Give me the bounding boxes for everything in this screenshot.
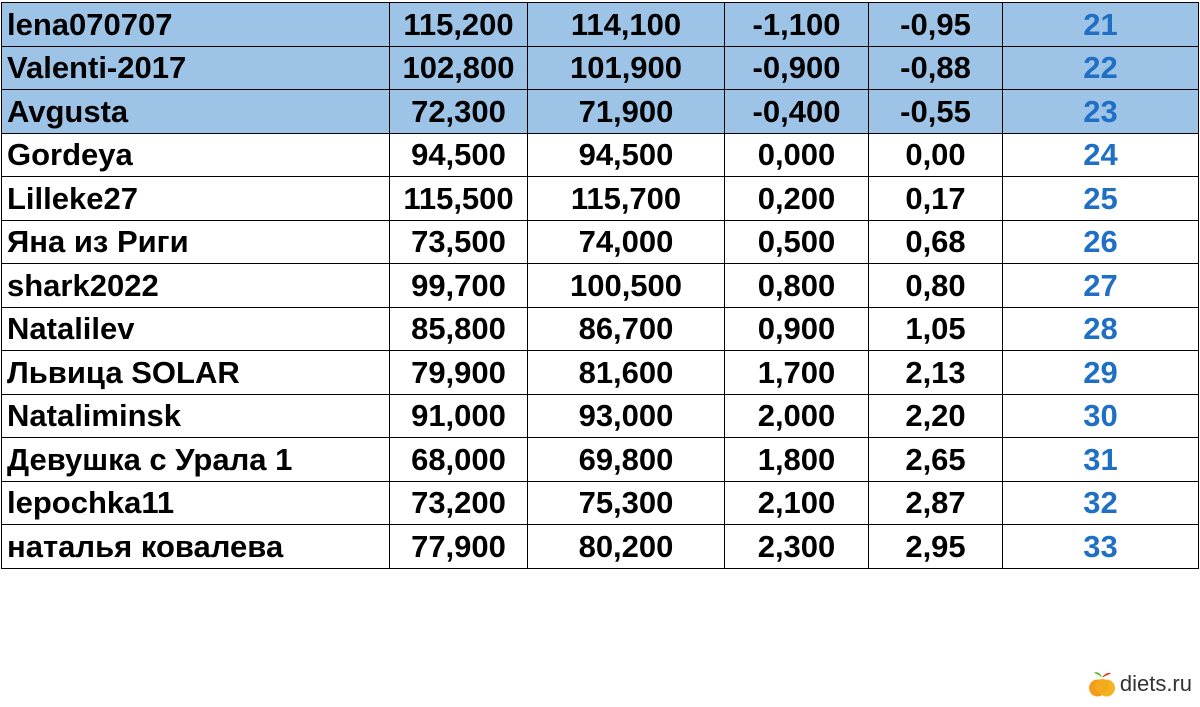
cell-percent: 0,17: [869, 177, 1003, 221]
cell-start-weight: 68,000: [390, 438, 528, 482]
cell-difference: 1,700: [725, 351, 869, 395]
cell-start-weight: 102,800: [390, 46, 528, 90]
cell-name: Девушка с Урала 1: [2, 438, 390, 482]
table-row: [2, 438, 1199, 482]
table-row: [2, 220, 1199, 264]
cell-current-weight: 114,100: [528, 3, 725, 47]
cell-name: Львица SOLAR: [2, 351, 390, 395]
table-row: [2, 481, 1199, 525]
table-row: [2, 351, 1199, 395]
cell-percent: 2,87: [869, 481, 1003, 525]
cell-percent: 2,65: [869, 438, 1003, 482]
cell-difference: 0,800: [725, 264, 869, 308]
table-row: [2, 46, 1199, 90]
cell-name: Nataliminsk: [2, 394, 390, 438]
cell-start-weight: 115,200: [390, 3, 528, 47]
cell-percent: 2,20: [869, 394, 1003, 438]
cell-start-weight: 94,500: [390, 133, 528, 177]
cell-difference: 0,500: [725, 220, 869, 264]
cell-rank: 32: [1003, 481, 1199, 525]
cell-current-weight: 86,700: [528, 307, 725, 351]
cell-rank: 27: [1003, 264, 1199, 308]
cell-current-weight: 101,900: [528, 46, 725, 90]
table-row: [2, 525, 1199, 569]
cell-percent: 0,68: [869, 220, 1003, 264]
cell-difference: -1,100: [725, 3, 869, 47]
cell-difference: -0,900: [725, 46, 869, 90]
cell-percent: 2,95: [869, 525, 1003, 569]
cell-start-weight: 79,900: [390, 351, 528, 395]
cell-rank: 25: [1003, 177, 1199, 221]
cell-current-weight: 75,300: [528, 481, 725, 525]
cell-name: Natalilev: [2, 307, 390, 351]
cell-percent: -0,88: [869, 46, 1003, 90]
cell-rank: 22: [1003, 46, 1199, 90]
cell-rank: 23: [1003, 90, 1199, 134]
cell-start-weight: 72,300: [390, 90, 528, 134]
table-row: [2, 90, 1199, 134]
cell-current-weight: 74,000: [528, 220, 725, 264]
cell-current-weight: 100,500: [528, 264, 725, 308]
cell-name: Valenti-2017: [2, 46, 390, 90]
cell-name: Lilleke27: [2, 177, 390, 221]
cell-rank: 28: [1003, 307, 1199, 351]
cell-name: lepochka11: [2, 481, 390, 525]
cell-current-weight: 71,900: [528, 90, 725, 134]
cell-rank: 29: [1003, 351, 1199, 395]
cell-difference: 2,100: [725, 481, 869, 525]
cell-current-weight: 80,200: [528, 525, 725, 569]
cell-percent: 0,00: [869, 133, 1003, 177]
cell-start-weight: 85,800: [390, 307, 528, 351]
cell-percent: 1,05: [869, 307, 1003, 351]
apple-icon: [1088, 669, 1116, 699]
cell-percent: -0,95: [869, 3, 1003, 47]
weight-table: [1, 2, 1199, 569]
diets-ru-logo: [1088, 669, 1192, 699]
cell-current-weight: 81,600: [528, 351, 725, 395]
cell-rank: 21: [1003, 3, 1199, 47]
cell-name: Gordeya: [2, 133, 390, 177]
cell-start-weight: 115,500: [390, 177, 528, 221]
logo-text: diets.ru: [1119, 671, 1192, 696]
cell-difference: 0,200: [725, 177, 869, 221]
table-row: [2, 133, 1199, 177]
cell-start-weight: 99,700: [390, 264, 528, 308]
table-body: [2, 3, 1199, 569]
cell-difference: 0,000: [725, 133, 869, 177]
cell-name: Яна из Риги: [2, 220, 390, 264]
cell-current-weight: 94,500: [528, 133, 725, 177]
cell-start-weight: 73,200: [390, 481, 528, 525]
cell-name: lena070707: [2, 3, 390, 47]
cell-name: shark2022: [2, 264, 390, 308]
cell-rank: 33: [1003, 525, 1199, 569]
cell-percent: 0,80: [869, 264, 1003, 308]
cell-name: наталья ковалева: [2, 525, 390, 569]
cell-start-weight: 73,500: [390, 220, 528, 264]
cell-percent: 2,13: [869, 351, 1003, 395]
cell-current-weight: 93,000: [528, 394, 725, 438]
cell-name: Avgusta: [2, 90, 390, 134]
cell-difference: 2,300: [725, 525, 869, 569]
cell-start-weight: 91,000: [390, 394, 528, 438]
cell-percent: -0,55: [869, 90, 1003, 134]
cell-current-weight: 69,800: [528, 438, 725, 482]
cell-rank: 24: [1003, 133, 1199, 177]
cell-difference: 1,800: [725, 438, 869, 482]
cell-rank: 31: [1003, 438, 1199, 482]
cell-difference: 2,000: [725, 394, 869, 438]
table-row: [2, 394, 1199, 438]
cell-rank: 30: [1003, 394, 1199, 438]
table-row: [2, 177, 1199, 221]
cell-start-weight: 77,900: [390, 525, 528, 569]
cell-difference: -0,400: [725, 90, 869, 134]
table-row: [2, 3, 1199, 47]
cell-difference: 0,900: [725, 307, 869, 351]
cell-current-weight: 115,700: [528, 177, 725, 221]
table-row: [2, 307, 1199, 351]
cell-rank: 26: [1003, 220, 1199, 264]
table-row: [2, 264, 1199, 308]
